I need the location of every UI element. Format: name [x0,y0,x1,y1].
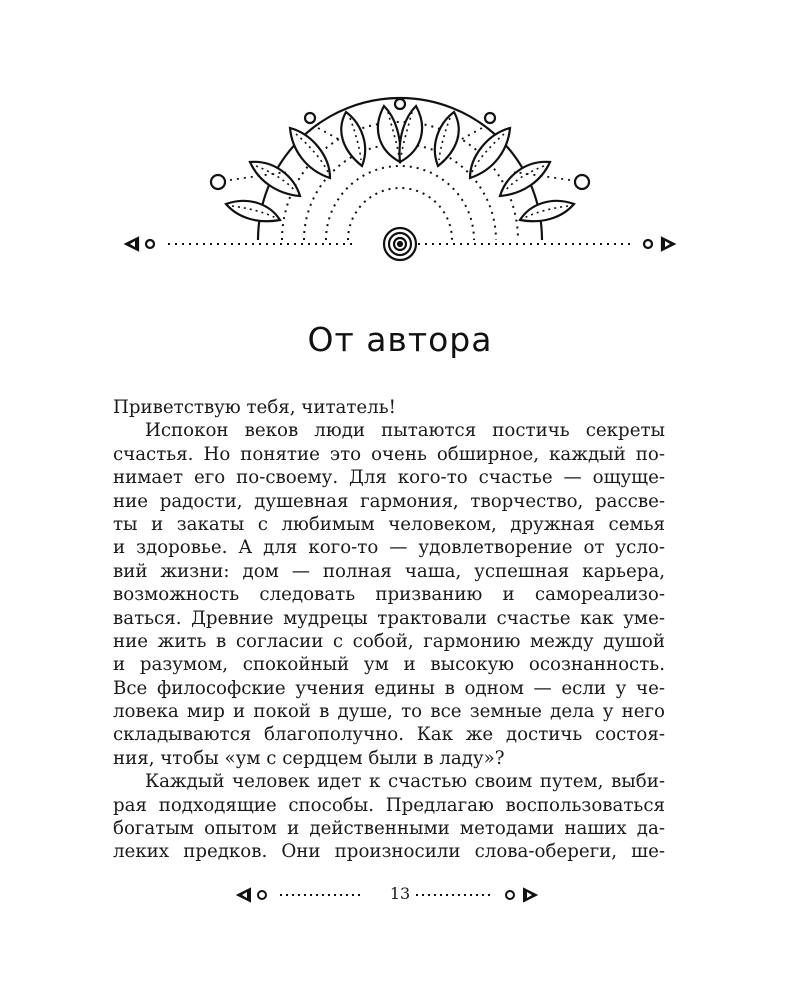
text-line: Приветствую тебя, читатель! [113,397,396,418]
text-line: и здоровье. А для кого-то — удовлетворение от усло- [113,537,665,559]
text-line: вий жизни: дом — полная чаша, успешная карьера, [113,560,665,582]
text-line: Все философские учения едины в одном — если у че- [113,677,665,699]
text-line: Каждый человек идет к счастью своим путем, выби- [145,771,665,793]
text-line: ты и закаты с любимым человеком, дружная семья [113,513,665,535]
text-line: богатым опытом и действенными методами наших да- [113,818,665,840]
sun-ornament-icon [0,90,800,270]
text-line: Испокон веков люди пытаются постичь секреты [145,420,665,442]
text-line: ваться. Древние мудрецы трактовали счастье как уме- [113,607,665,629]
text-line: складываются благополучно. Как же достичь состоя- [113,724,665,746]
text-line: ние жить в согласии с собой, гармонию между душой [113,630,665,652]
text-line: рая подходящие способы. Предлагаю воспользоваться [113,794,665,816]
text-line: леких предков. Они произносили слова-обереги, ше- [113,841,665,863]
text-line: ловека мир и покой в душе, то все земные дела у него [113,701,665,723]
text-line: и разумом, спокойный ум и высокую осознанность. [113,654,665,676]
text-line: возможность следовать призванию и самореализо- [113,584,665,606]
page-title: От автора [307,320,493,359]
text-line: счастья. Но понятие это очень обширное, каждый по- [113,443,665,465]
chapter-text [113,396,665,864]
text-line: ние радости, душевная гармония, творчество, рассве- [113,490,665,512]
text-line: нимает его по-своему. Для кого-то счастье — ощуще- [113,467,665,489]
text-line: ния, чтобы «ум с сердцем были в ладу»? [113,747,505,769]
page-number: 13 [389,884,411,903]
